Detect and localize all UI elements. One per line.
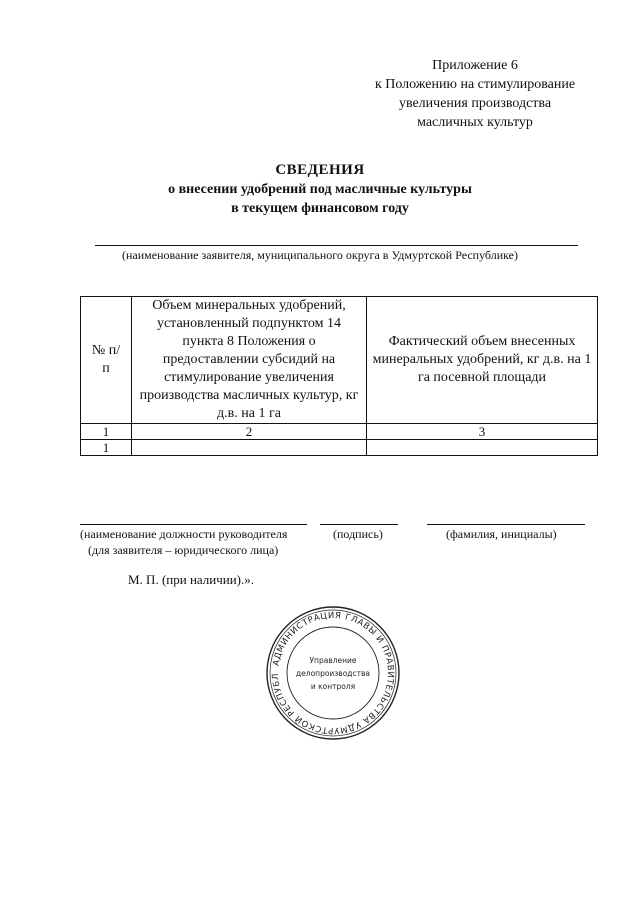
position-caption: (наименование должности руководителя <box>80 527 288 541</box>
column-number-row <box>81 424 598 440</box>
official-stamp <box>263 603 403 743</box>
header-number <box>81 297 132 424</box>
appendix-line: увеличения производства <box>398 96 552 111</box>
header-number-label: № п/п <box>91 343 121 376</box>
svg-text:и контроля: и контроля <box>310 682 356 691</box>
document-title <box>0 160 640 218</box>
table-row <box>81 440 598 456</box>
seal-note: М. П. (при наличии).». <box>128 572 255 587</box>
title-line-1: о внесении удобрений под масличные культуры <box>168 182 472 197</box>
applicant-caption: (наименование заявителя, муниципального округа в Удмуртской Республике) <box>121 248 518 262</box>
svg-text:Управление: Управление <box>309 656 357 665</box>
table-cell <box>367 440 598 456</box>
name-caption: (фамилия, инициалы) <box>446 527 557 541</box>
header-actual-volume: Фактический объем внесенных минеральных удобрений, кг д.в. на 1 га посевной площади <box>367 297 598 424</box>
fertilizer-table <box>80 296 598 456</box>
table-header-row <box>81 297 598 424</box>
applicant-name-line <box>95 245 578 246</box>
appendix-line: к Положению на стимулирование <box>374 77 576 92</box>
appendix-note <box>330 56 620 132</box>
column-number: 1 <box>81 424 132 440</box>
signature-line <box>320 524 398 525</box>
stamp-seal-icon <box>263 603 403 743</box>
table-cell: 1 <box>81 440 132 456</box>
position-caption-2: (для заявителя – юридического лица) <box>88 543 279 557</box>
svg-text:делопроизводства: делопроизводства <box>295 669 371 678</box>
appendix-line: Приложение 6 <box>432 58 518 73</box>
svg-text:АДМИНИСТРАЦИЯ ГЛАВЫ И ПРАВИТЕЛ: АДМИНИСТРАЦИЯ ГЛАВЫ И ПРАВИТЕЛЬСТВА УДМУРТСКОЙ РЕСПУБЛ <box>270 610 396 736</box>
appendix-line: масличных культур <box>417 115 533 130</box>
header-norm-volume: Объем минеральных удобрений, установленный подпунктом 14 пункта 8 Положения о предоставлении субсидий на стимулирование увеличения производства масличных культур, кг д.в. на 1 га <box>132 297 367 424</box>
table-cell <box>132 440 367 456</box>
column-number: 3 <box>367 424 598 440</box>
position-line <box>80 524 307 525</box>
signature-caption: (подпись) <box>333 527 383 541</box>
column-number: 2 <box>132 424 367 440</box>
title-main: СВЕДЕНИЯ <box>275 162 365 178</box>
title-line-2: в текущем финансовом году <box>231 201 409 216</box>
name-line <box>427 524 585 525</box>
